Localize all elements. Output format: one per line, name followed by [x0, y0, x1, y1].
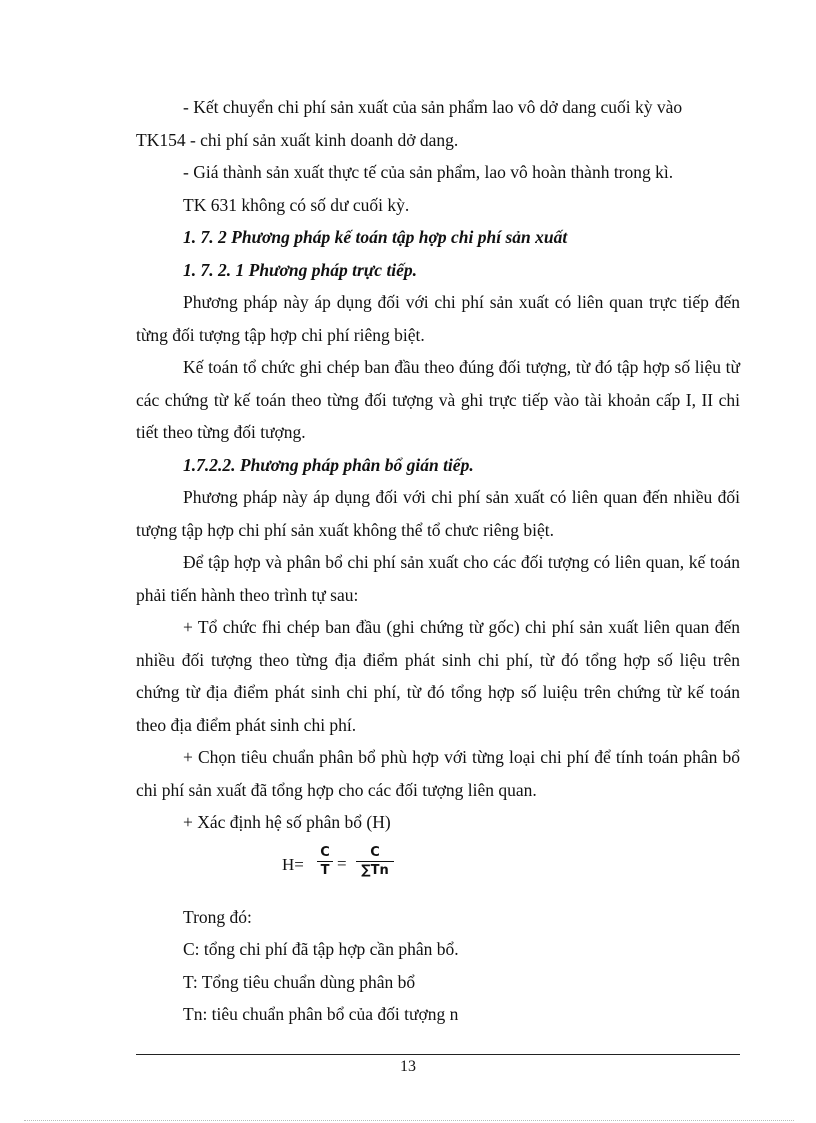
paragraph-def-c: C: tổng chi phí đã tập hợp cần phân bổ.	[183, 939, 459, 959]
paragraph-def-t: T: Tổng tiêu chuẩn dùng phân bổ	[183, 971, 416, 992]
paragraph-actual-cost: - Giá thành sản xuất thực tế của sản phẩm, lao vô hoàn thành trong kì.	[183, 162, 674, 182]
formula-equals: =	[337, 853, 347, 873]
heading-1-7-2-1: 1. 7. 2. 1 Phương pháp trực tiếp.	[183, 259, 418, 280]
formula-numerator: C	[356, 845, 394, 862]
paragraph-indirect-method: Phương pháp này áp dụng đối với chi phí sản xuất có liên quan đến nhiều đối tượng tập hợp chi phí sản xuất không thể tổ chưc riêng biệt.	[136, 487, 740, 540]
page-number: 13	[400, 1058, 416, 1075]
footer-divider	[136, 1054, 740, 1055]
formula-fraction-c-over-t	[317, 845, 333, 878]
formula-fraction-c-over-sum-tn	[356, 845, 394, 878]
page-edge-dotted-line	[24, 1120, 794, 1121]
formula-numerator: C	[317, 845, 333, 862]
paragraph-where: Trong đó:	[183, 906, 252, 927]
heading-1-7-2-2: 1.7.2.2. Phương pháp phân bổ gián tiếp.	[183, 454, 474, 475]
paragraph-step-coefficient: + Xác định hệ số phân bổ (H)	[183, 812, 391, 832]
paragraph-tk631: TK 631 không có số dư cuối kỳ.	[183, 194, 410, 215]
paragraph-recording: Kế toán tổ chức ghi chép ban đầu theo đúng đối tượng, từ đó tập hợp số liệu từ các chứng từ kế toán theo từng đối tượng và ghi trực tiếp vào tài khoản cấp I, II chi tiết theo từng đối tượng.	[136, 357, 740, 442]
paragraph-step-record: + Tổ chức fhi chép ban đầu (ghi chứng từ gốc) chi phí sản xuất liên quan đến nhiều đối tượng theo từng địa điểm phát sinh chi phí, từ đó tổng hợp số liệu trên chứng từ địa điểm phát sinh chi phí, từ đó tổng hợp số luiệu trên chứng từ kế toán theo địa điểm phát sinh chi phí.	[136, 617, 740, 735]
formula-denominator: T	[320, 862, 330, 878]
formula-lhs: H=	[282, 854, 304, 874]
paragraph-transfer-cost: - Kết chuyển chi phí sản xuất của sản phẩm lao vô dở dang cuối kỳ vào	[183, 97, 683, 117]
allocation-formula	[136, 839, 740, 901]
paragraph-tk154: TK154 - chi phí sản xuất kinh doanh dở dang.	[136, 129, 459, 150]
paragraph-direct-method: Phương pháp này áp dụng đối với chi phí sản xuất có liên quan trực tiếp đến từng đối tượng tập hợp chi phí riêng biệt.	[136, 292, 740, 345]
paragraph-allocation-steps: Để tập hợp và phân bổ chi phí sản xuất cho các đối tượng có liên quan, kế toán phải tiến hành theo trình tự sau:	[136, 552, 740, 605]
formula-denominator: ∑Tn	[361, 862, 389, 878]
heading-1-7-2: 1. 7. 2 Phương pháp kế toán tập hợp chi phí sản xuất	[183, 227, 568, 247]
page-body	[136, 91, 740, 1031]
paragraph-def-tn: Tn: tiêu chuẩn phân bổ của đối tượng n	[183, 1004, 459, 1024]
paragraph-step-criteria: + Chọn tiêu chuẩn phân bổ phù hợp với từng loại chi phí để tính toán phân bổ chi phí sản xuất đã tổng hợp cho các đối tượng liên quan.	[136, 747, 740, 800]
